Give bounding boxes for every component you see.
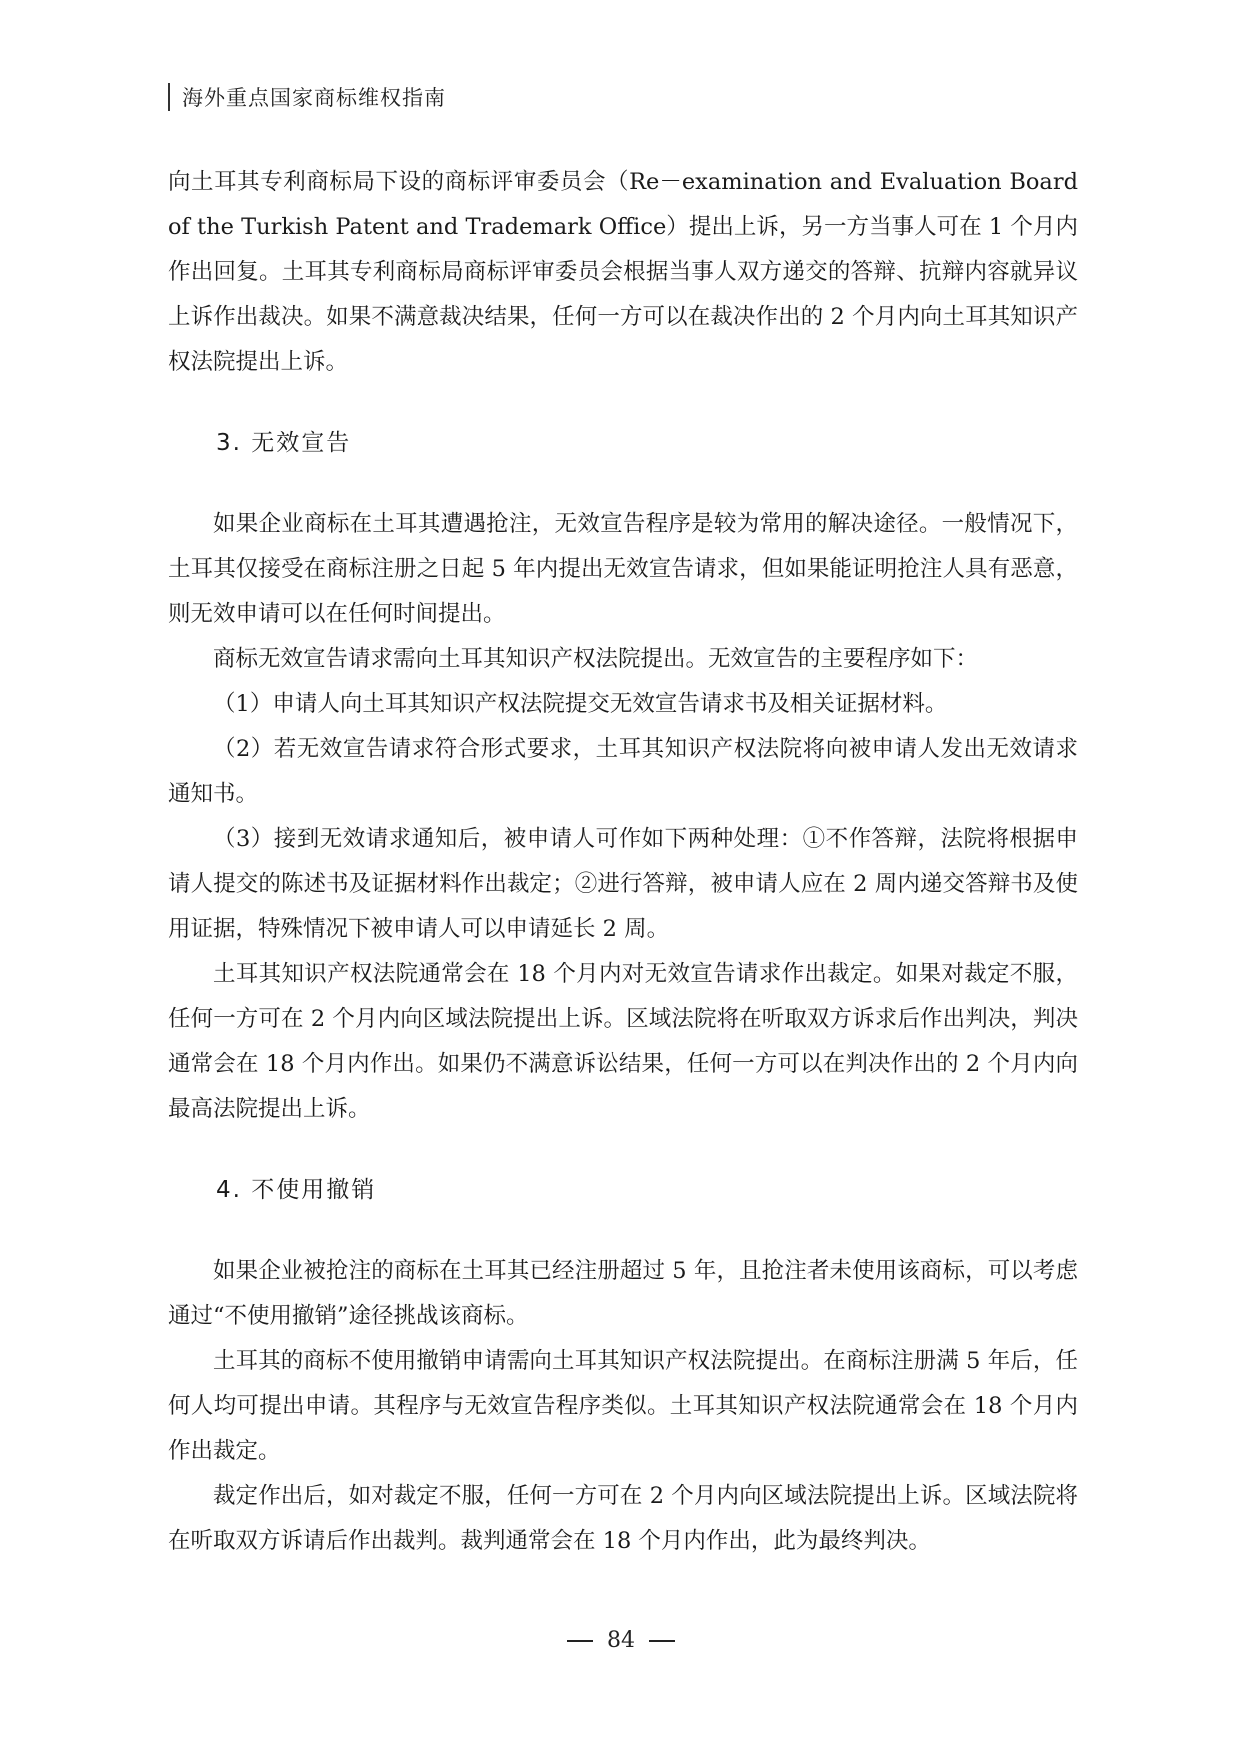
paragraph: 土耳其的商标不使用撤销申请需向土耳其知识产权法院提出。在商标注册满 5 年后，任何人均可提出申请。其程序与无效宣告程序类似。土耳其知识产权法院通常会在 18 个月内作出裁定。 — [168, 1348, 1078, 1464]
dash-right — [649, 1640, 675, 1642]
page-footer — [0, 1628, 1242, 1653]
dash-left — [567, 1640, 593, 1642]
section-heading-invalidation: 3. 无效宣告 — [216, 430, 352, 456]
paragraph-continued: 向土耳其专利商标局下设的商标评审委员会（Re－examination and Evaluation Board of the Turkish Patent and Trademark Office）提出上诉，另一方当事人可在 1 个月内作出回复。土耳其专利商标局商标评审委员会根据当事人双方递交的答辩、抗辩内容就异议上诉作出裁决。如果不满意裁决结果，任何一方可以在裁决作出的 2 个月内向土耳其知识产权法院提出上诉。 — [168, 169, 1078, 375]
paragraph: 商标无效宣告请求需向土耳其知识产权法院提出。无效宣告的主要程序如下： — [213, 646, 979, 672]
paragraph: 裁定作出后，如对裁定不服，任何一方可在 2 个月内向区域法院提出上诉。区域法院将在听取双方诉请后作出裁判。裁判通常会在 18 个月内作出，此为最终判决。 — [168, 1483, 1078, 1554]
running-header — [168, 82, 446, 112]
book-title: 海外重点国家商标维权指南 — [182, 86, 446, 110]
paragraph: 如果企业商标在土耳其遭遇抢注，无效宣告程序是较为常用的解决途径。一般情况下，土耳其仅接受在商标注册之日起 5 年内提出无效宣告请求，但如果能证明抢注人具有恶意，则无效申请可以在任何时间提出。 — [168, 511, 1078, 627]
paragraph: 如果企业被抢注的商标在土耳其已经注册超过 5 年，且抢注者未使用该商标，可以考虑通过“不使用撤销”途径挑战该商标。 — [168, 1258, 1078, 1329]
page-number: 84 — [607, 1628, 635, 1653]
section-heading-non-use-cancellation: 4. 不使用撤销 — [216, 1177, 377, 1203]
list-item: （1）申请人向土耳其知识产权法院提交无效宣告请求书及相关证据材料。 — [213, 691, 948, 717]
header-rule — [168, 83, 170, 111]
list-item: （2）若无效宣告请求符合形式要求，土耳其知识产权法院将向被申请人发出无效请求通知书。 — [168, 736, 1078, 807]
page-body — [168, 160, 1078, 1564]
list-item: （3）接到无效请求通知后，被申请人可作如下两种处理：①不作答辩，法院将根据申请人提交的陈述书及证据材料作出裁定；②进行答辩，被申请人应在 2 周内递交答辩书及使用证据，特殊情况下被申请人可以申请延长 2 周。 — [168, 826, 1078, 942]
paragraph: 土耳其知识产权法院通常会在 18 个月内对无效宣告请求作出裁定。如果对裁定不服，任何一方可在 2 个月内向区域法院提出上诉。区域法院将在听取双方诉求后作出判决，判决通常会在 18 个月内作出。如果仍不满意诉讼结果，任何一方可以在判决作出的 2 个月内向最高法院提出上诉。 — [168, 961, 1078, 1122]
